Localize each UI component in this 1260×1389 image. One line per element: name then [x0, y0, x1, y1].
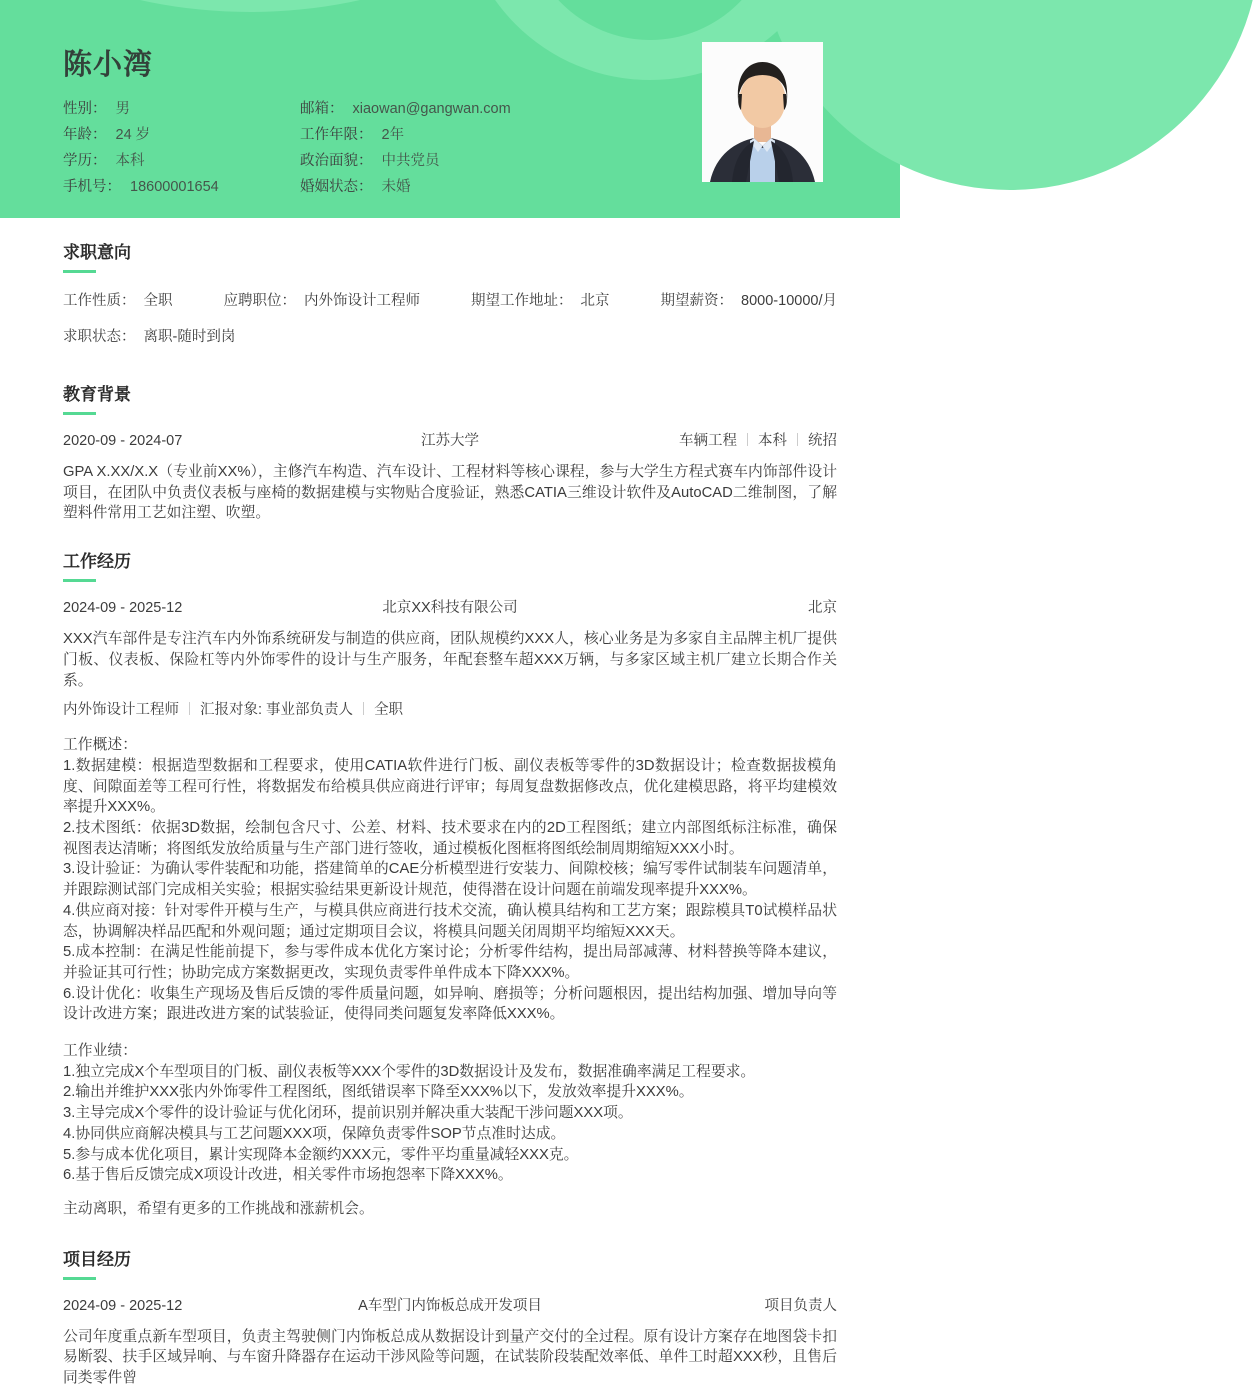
section-title-underline [63, 1277, 96, 1280]
section-title-underline [63, 579, 96, 582]
field-political-status [300, 148, 680, 174]
intent-status-label: 求职状态： [63, 329, 136, 345]
intent-location-label: 期望工作地址： [471, 293, 573, 309]
education-period: 2020-09 - 2024-07 [63, 433, 183, 449]
work-company: 北京XX科技有限公司 [382, 600, 518, 617]
intent-location-value: 北京 [580, 293, 610, 309]
section-title-underline [63, 412, 96, 415]
profile-photo [702, 42, 823, 182]
work-achievement-item: 6.基于售后反馈完成X项设计改进，相关零件市场抱怨率下降XXX%。 [63, 1167, 513, 1184]
header-info-row [63, 148, 683, 174]
intent-position-value: 内外饰设计工程师 [304, 293, 421, 309]
resume-body [0, 243, 900, 1389]
field-phone-value: 18600001654 [130, 179, 219, 195]
education-admission-type: 统招 [808, 433, 837, 449]
intent-job-nature [63, 291, 173, 311]
field-email-value: xiaowan@gangwan.com [352, 101, 511, 117]
header-info-row [63, 122, 683, 148]
section-education [63, 385, 837, 524]
section-title-job-intent: 求职意向 [63, 243, 131, 262]
header-info-row [63, 174, 683, 200]
separator [797, 433, 798, 446]
section-project-experience [63, 1250, 837, 1389]
field-email [300, 96, 680, 122]
education-school: 江苏大学 [421, 433, 479, 449]
work-company-intro: XXX汽车部件是专注汽车内外饰系统研发与制造的供应商，团队规模约XXX人，核心业务是为多家自主品牌主机厂提供门板、仪表板、保险杠等内外饰零件的设计与生产服务，年配套整车超XXX万辆，与多家区域主机厂建立长期合作关系。 [63, 631, 837, 689]
field-marital-status-label: 婚姻状态： [300, 179, 373, 195]
education-degree-group [679, 431, 837, 451]
field-gender-value: 男 [115, 101, 130, 117]
field-age-label: 年龄： [63, 127, 107, 143]
work-overview [63, 735, 837, 1025]
work-overview-label: 工作概述： [63, 737, 137, 754]
work-job-type: 全职 [374, 702, 404, 719]
education-degree: 本科 [758, 433, 787, 449]
field-age [63, 122, 300, 148]
field-education-level [63, 148, 300, 174]
section-title-underline [63, 270, 96, 273]
intent-job-nature-value: 全职 [143, 293, 173, 309]
work-role-row [63, 700, 837, 720]
intent-salary-value: 8000-10000/月 [741, 293, 837, 309]
work-achievement-item: 5.参与成本优化项目，累计实现降本金额约XXX元，零件平均重量减轻XXX克。 [63, 1146, 579, 1163]
work-resignation-note: 主动离职，希望有更多的工作挑战和涨薪机会。 [63, 1200, 374, 1217]
education-header-row [63, 431, 837, 451]
work-overview-item: 1.数据建模：根据造型数据和工程要求，使用CATIA软件进行门板、副仪表板等零件的3D数据设计；检查数据拔模角度、间隙面差等工程可行性，将数据发布给模具供应商进行评审；每周复盘数据修改点，优化建模思路，将平均建模效率提升XXX%。 [63, 757, 837, 816]
work-role: 内外饰设计工程师 [63, 702, 179, 719]
field-phone [63, 174, 300, 200]
intent-job-nature-label: 工作性质： [63, 293, 136, 309]
header-info-row [63, 96, 683, 122]
work-header-row [63, 598, 837, 618]
field-experience-years-value: 2年 [381, 127, 405, 143]
field-age-value: 24 岁 [115, 127, 151, 143]
field-political-status-value: 中共党员 [381, 153, 440, 169]
field-phone-label: 手机号： [63, 179, 121, 195]
work-overview-item: 3.设计验证：为确认零件装配和功能，搭建简单的CAE分析模型进行安装力、间隙校核；编写零件试制装车问题清单，并跟踪测试部门完成相关实验；根据实验结果更新设计规范，使得潜在设计问题在前端发现率提升XXX%。 [63, 861, 837, 899]
job-intent-row [63, 291, 837, 311]
separator [363, 702, 364, 715]
separator [189, 702, 190, 715]
work-achievement-item: 2.输出并维护XXX张内外饰零件工程图纸，图纸错误率下降至XXX%以下，发放效率提升XXX%。 [63, 1084, 694, 1101]
intent-salary-label: 期望薪资： [660, 293, 734, 309]
work-achievements-label: 工作业绩： [63, 1043, 137, 1060]
intent-status-value: 离职-随时到岗 [143, 329, 236, 345]
work-achievements [63, 1041, 837, 1186]
work-achievement-item: 3.主导完成X个零件的设计验证与优化闭环，提前识别并解决重大装配干涉问题XXX项。 [63, 1105, 633, 1122]
project-header-row [63, 1296, 837, 1316]
field-gender-label: 性别： [63, 101, 107, 117]
project-description: 公司年度重点新车型项目，负责主驾驶侧门内饰板总成从数据设计到量产交付的全过程。原有设计方案存在地图袋卡扣易断裂、扶手区域异响、与车窗升降器存在运动干涉风险等问题，在试装阶段装配效率低、单件工时超XXX秒，且售后同类零件曾 [63, 1328, 837, 1387]
intent-status [63, 327, 837, 347]
section-title-project: 项目经历 [63, 1249, 131, 1269]
decorative-circle [760, 0, 1260, 190]
field-education-level-label: 学历： [63, 153, 107, 169]
section-title-work: 工作经历 [63, 552, 131, 572]
work-overview-item: 2.技术图纸：依据3D数据，绘制包含尺寸、公差、材料、技术要求在内的2D工程图纸；建立内部图纸标注标准，确保视图表达清晰；将图纸发放给质量与生产部门进行签收，通过模板化图框将图纸绘制周期缩短XXX小时。 [63, 820, 837, 857]
intent-location [471, 291, 610, 311]
header-info-grid [63, 96, 683, 200]
section-work-experience [63, 552, 837, 1220]
resume-header [0, 0, 900, 218]
work-overview-item: 6.设计优化：收集生产现场及售后反馈的零件质量问题，如异响、磨损等；分析问题根因，提出结构加强、增加导向等设计改进方案；跟进改进方案的试装验证，使得同类问题复发率降低XXX%。 [63, 985, 837, 1023]
field-marital-status-value: 未婚 [381, 179, 411, 195]
field-experience-years-label: 工作年限： [300, 127, 373, 143]
field-political-status-label: 政治面貌： [300, 153, 373, 169]
work-achievement-item: 1.独立完成X个车型项目的门板、副仪表板等XXX个零件的3D数据设计及发布，数据准确率满足工程要求。 [63, 1063, 756, 1080]
intent-position [224, 291, 421, 311]
education-major: 车辆工程 [679, 433, 737, 449]
work-overview-item: 5.成本控制：在满足性能前提下，参与零件成本优化方案讨论；分析零件结构，提出局部减薄、材料替换等降本建议，并验证其可行性；协助完成方案数据更改，实现负责零件单件成本下降XXX%。 [63, 944, 837, 981]
work-location: 北京 [808, 600, 837, 617]
work-report-to: 汇报对象: 事业部负责人 [200, 702, 354, 719]
field-experience-years [300, 122, 680, 148]
field-marital-status [300, 174, 680, 200]
candidate-name: 陈小湾 [63, 49, 154, 81]
field-education-level-value: 本科 [115, 153, 145, 169]
work-period: 2024-09 - 2025-12 [63, 600, 183, 617]
intent-position-label: 应聘职位： [223, 293, 297, 309]
project-role: 项目负责人 [764, 1297, 837, 1314]
field-email-label: 邮箱： [300, 101, 344, 117]
work-overview-item: 4.供应商对接：针对零件开模与生产，与模具供应商进行技术交流，确认模具结构和工艺方案；跟踪模具T0试模样品状态，协调解决样品匹配和外观问题；通过定期项目会议，将模具问题关闭周期平均缩短XXX天。 [63, 902, 837, 940]
separator [747, 433, 748, 446]
work-achievement-item: 4.协同供应商解决模具与工艺问题XXX项，保障负责零件SOP节点准时达成。 [63, 1125, 566, 1142]
project-name: A车型门内饰板总成开发项目 [358, 1297, 542, 1314]
project-period: 2024-09 - 2025-12 [63, 1297, 183, 1314]
section-title-education: 教育背景 [63, 385, 131, 404]
intent-salary [661, 291, 837, 311]
section-job-intent [63, 243, 837, 347]
education-description: GPA X.XX/X.X（专业前XX%），主修汽车构造、汽车设计、工程材料等核心课程，参与大学生方程式赛车内饰部件设计项目，在团队中负责仪表板与座椅的数据建模与实物贴合度验证，熟悉CATIA三维设计软件及AutoCAD二维制图，了解塑料件常用工艺如注塑、吹塑。 [63, 464, 837, 522]
field-gender [63, 96, 300, 122]
